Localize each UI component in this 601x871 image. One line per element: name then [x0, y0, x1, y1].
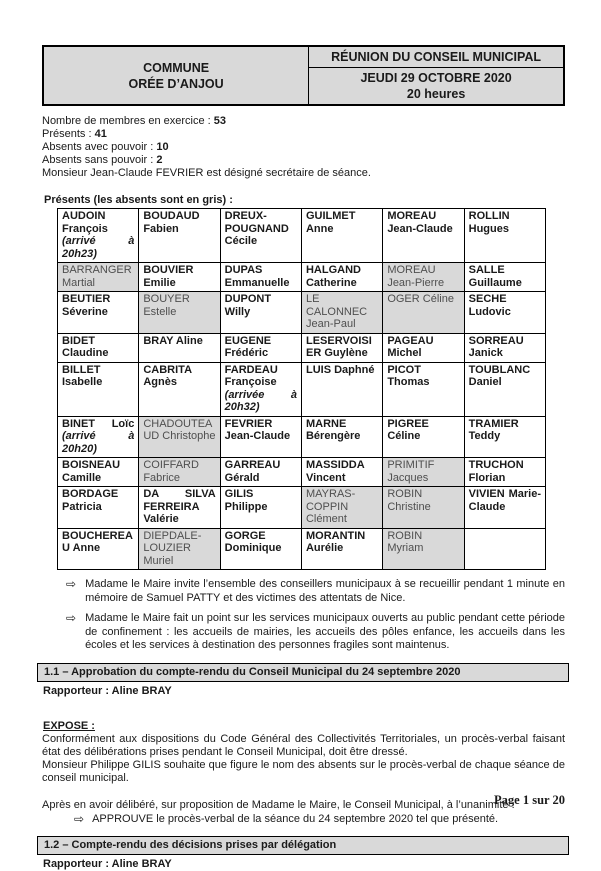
member-cell: TOUBLANC Daniel [464, 362, 545, 416]
member-cell: MOREAU Jean-Claude [383, 209, 464, 263]
member-row [58, 333, 546, 362]
member-cell: DUPONT Willy [220, 292, 301, 334]
attendance-lines [42, 115, 565, 167]
members-tbody [58, 209, 546, 570]
member-cell: SORREAU Janick [464, 333, 545, 362]
member-cell: BILLET Isabelle [58, 362, 139, 416]
member-cell: PAGEAU Michel [383, 333, 464, 362]
member-cell: MORANTIN Aurélie [301, 528, 382, 570]
decision-line [74, 813, 565, 826]
section-1-2-title-bar: 1.2 – Compte-rendu des décisions prises par délégation [37, 836, 569, 855]
member-cell: CHADOUTEAUD Christophe [139, 416, 220, 458]
member-row [58, 263, 546, 292]
secretary-note: Monsieur Jean-Claude FEVRIER est désigné secrétaire de séance. [42, 167, 371, 179]
member-cell: BOUCHEREAU Anne [58, 528, 139, 570]
attendance-line: Absents sans pouvoir : 2 [42, 154, 163, 166]
member-cell: PRIMITIF Jacques [383, 458, 464, 487]
bullet-item [66, 578, 565, 605]
attendance-block [42, 115, 565, 180]
bullet-item [66, 612, 565, 653]
expose-paragraph-2: Monsieur Philippe GILIS souhaite que figure le nom des absents sur le procès-verbal de chaque séance de conseil municipal. [42, 758, 565, 784]
attendance-line: Absents avec pouvoir : 10 [42, 141, 169, 153]
member-cell: LESERVOISIER Guylène [301, 333, 382, 362]
member-cell: TRUCHON Florian [464, 458, 545, 487]
member-cell: DUPAS Emmanuelle [220, 263, 301, 292]
member-row [58, 458, 546, 487]
member-cell: MOREAU Jean-Pierre [383, 263, 464, 292]
member-cell: BOUYER Estelle [139, 292, 220, 334]
commune-line1: COMMUNE [143, 60, 210, 75]
arrow-bullet-icon: ⇨ [66, 577, 77, 591]
member-cell: MASSIDDA Vincent [301, 458, 382, 487]
member-row [58, 487, 546, 529]
member-cell: SECHE Ludovic [464, 292, 545, 334]
member-cell: MARNE Bérengère [301, 416, 382, 458]
member-cell: ROLLIN Hugues [464, 209, 545, 263]
member-cell: MAYRAS-COPPIN Clément [301, 487, 382, 529]
members-table [57, 208, 546, 570]
member-cell: BRAY Aline [139, 333, 220, 362]
section-1-1-title-bar: 1.1 – Approbation du compte-rendu du Conseil Municipal du 24 septembre 2020 [37, 663, 569, 682]
meeting-time: 20 heures [406, 87, 466, 101]
member-cell: PIGREE Céline [383, 416, 464, 458]
expose-label: EXPOSE : [43, 719, 95, 732]
member-cell: OGER Céline [383, 292, 464, 334]
member-cell: DIEPDALE-LOUZIER Muriel [139, 528, 220, 570]
meeting-datetime-cell [309, 68, 564, 106]
expose-paragraph-1: Conformément aux dispositions du Code Général des Collectivités Territoriales, un procès-verbal faisant état des délibérations prises pendant le Conseil Municipal, doit être dressé. [42, 732, 565, 758]
document-header-table [42, 45, 565, 106]
member-cell: VIVIEN Marie-Claude [464, 487, 545, 529]
member-cell: GUILMET Anne [301, 209, 382, 263]
section-1-1-rapporteur: Rapporteur : Aline BRAY [43, 684, 172, 697]
member-cell: BARRANGER Martial [58, 263, 139, 292]
member-cell: ROBIN Christine [383, 487, 464, 529]
member-cell: GARREAU Gérald [220, 458, 301, 487]
member-cell: LE CALONNEC Jean-Paul [301, 292, 382, 334]
decision-text: APPROUVE le procès-verbal de la séance du 24 septembre 2020 tel que présenté. [92, 812, 499, 825]
member-cell: TRAMIER Teddy [464, 416, 545, 458]
member-cell: ROBIN Myriam [383, 528, 464, 570]
member-cell: BOISNEAU Camille [58, 458, 139, 487]
member-row [58, 209, 546, 263]
member-cell: BIDET Claudine [58, 333, 139, 362]
attendance-line: Présents : 41 [42, 128, 107, 140]
member-cell: PICOT Thomas [383, 362, 464, 416]
member-row [58, 362, 546, 416]
member-cell: GILIS Philippe [220, 487, 301, 529]
member-cell: DA SILVA FERREIRA Valérie [139, 487, 220, 529]
empty-cell [464, 528, 545, 570]
member-cell: AUDOIN François (arrivé à 20h23) [58, 209, 139, 263]
member-row [58, 292, 546, 334]
deliberation-intro: Après en avoir délibéré, sur proposition de Madame le Maire, le Conseil Municipal, à l’unanimité : [42, 798, 515, 811]
member-cell: DREUX-POUGNAND Cécile [220, 209, 301, 263]
member-cell: FARDEAU Françoise (arrivée à 20h32) [220, 362, 301, 416]
bullet-text: Madame le Maire fait un point sur les services municipaux ouverts au public pendant cette période de confinement : les accueils de mairies, les accueils des pôles enfance, les accueils dans les écoles et les services à destination des personnes fragiles sont maintenus. [85, 612, 565, 651]
member-cell: GORGE Dominique [220, 528, 301, 570]
members-table-caption: Présents (les absents sont en gris) : [44, 194, 233, 206]
member-cell: BEUTIER Séverine [58, 292, 139, 334]
member-cell: LUIS Daphné [301, 362, 382, 416]
meeting-date: JEUDI 29 OCTOBRE 2020 [360, 71, 512, 85]
attendance-line: Nombre de membres en exercice : 53 [42, 115, 227, 127]
page-number: Page 1 sur 20 [494, 793, 565, 807]
member-cell: EUGENE Frédéric [220, 333, 301, 362]
member-cell: CABRITA Agnès [139, 362, 220, 416]
intro-bullets [66, 578, 565, 653]
member-cell: BORDAGE Patricia [58, 487, 139, 529]
member-cell: SALLE Guillaume [464, 263, 545, 292]
commune-line2: ORÉE D’ANJOU [128, 76, 224, 91]
member-cell: COIFFARD Fabrice [139, 458, 220, 487]
member-row [58, 416, 546, 458]
member-cell: FEVRIER Jean-Claude [220, 416, 301, 458]
meeting-title-cell: RÉUNION DU CONSEIL MUNICIPAL [309, 46, 564, 68]
member-cell: BOUVIER Emilie [139, 263, 220, 292]
arrow-bullet-icon: ⇨ [66, 611, 77, 625]
member-cell: BINET Loïc (arrivé à 20h20) [58, 416, 139, 458]
commune-cell [43, 46, 309, 105]
member-row [58, 528, 546, 570]
member-cell: HALGAND Catherine [301, 263, 382, 292]
section-1-2-rapporteur: Rapporteur : Aline BRAY [43, 857, 172, 870]
arrow-bullet-icon: ⇨ [74, 811, 85, 826]
bullet-text: Madame le Maire invite l’ensemble des conseillers municipaux à se recueillir pendant 1 minute en mémoire de Samuel PATTY et des victimes des attentats de Nice. [85, 578, 565, 604]
member-cell: BOUDAUD Fabien [139, 209, 220, 263]
